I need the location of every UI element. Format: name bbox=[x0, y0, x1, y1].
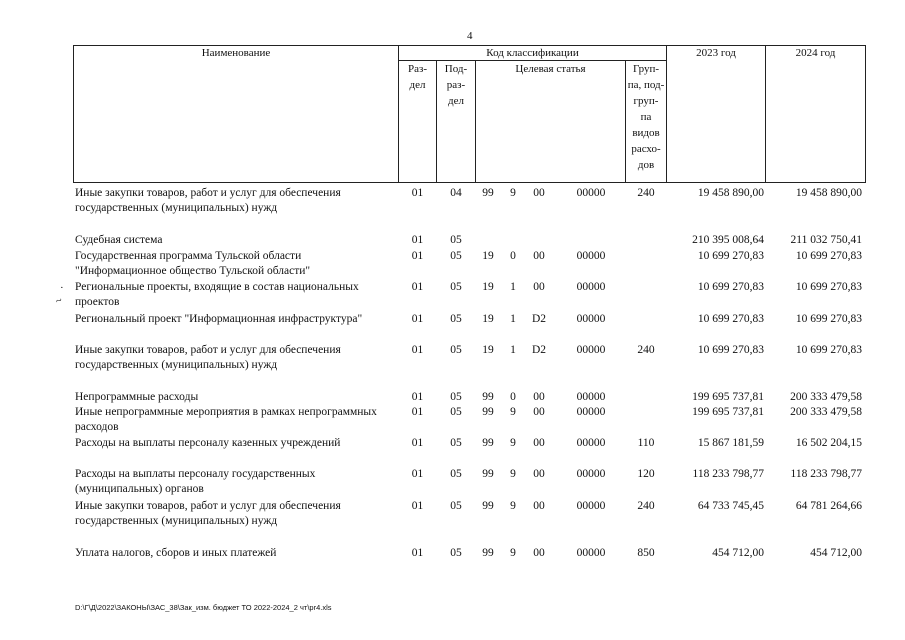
row-target-program: 99 bbox=[482, 391, 494, 403]
row-target-event: 00 bbox=[533, 547, 545, 559]
row-podrazdel: 05 bbox=[450, 437, 462, 449]
row-name: Иные закупки товаров, работ и услуг для обеспечения государственных (муниципальных) нужд bbox=[75, 187, 341, 214]
row-expense-type: 240 bbox=[637, 344, 655, 356]
row-name: Иные закупки товаров, работ и услуг для обеспечения государственных (муниципальных) нужд bbox=[75, 500, 341, 527]
row-target-event: 00 bbox=[533, 281, 545, 293]
row-podrazdel: 05 bbox=[450, 344, 462, 356]
row-value-2024: 118 233 798,77 bbox=[790, 468, 862, 480]
row-target-event: 00 bbox=[533, 391, 545, 403]
row-target-subprogram: 1 bbox=[510, 313, 516, 325]
row-name: Расходы на выплаты персоналу государственных (муниципальных) органов bbox=[75, 468, 316, 495]
row-name: Непрограммные расходы bbox=[75, 391, 199, 403]
row-value-2024: 10 699 270,83 bbox=[795, 313, 862, 325]
row-razdel: 01 bbox=[411, 187, 424, 199]
row-value-2023: 454 712,00 bbox=[712, 547, 764, 559]
row-podrazdel: 05 bbox=[450, 406, 462, 418]
row-target-program: 99 bbox=[482, 547, 494, 559]
row-razdel: 01 bbox=[411, 468, 424, 480]
row-target-event: 00 bbox=[533, 500, 545, 512]
row-expense-type: 240 bbox=[637, 500, 655, 512]
row-target-direction: 00000 bbox=[576, 187, 606, 199]
row-name: Региональные проекты, входящие в состав национальных проектов bbox=[75, 281, 359, 308]
row-target-direction: 00000 bbox=[576, 281, 606, 293]
row-name: Судебная система bbox=[75, 234, 163, 246]
row-name: Иные закупки товаров, работ и услуг для обеспечения государственных (муниципальных) нужд bbox=[75, 344, 341, 371]
row-target-program: 19 bbox=[482, 313, 494, 325]
pen-mark-dot: · bbox=[60, 282, 64, 294]
row-value-2024: 200 333 479,58 bbox=[790, 391, 862, 403]
row-target-direction: 00000 bbox=[576, 406, 606, 418]
header-target-cell bbox=[475, 60, 626, 183]
row-name: Расходы на выплаты персоналу казенных учреждений bbox=[75, 437, 341, 449]
row-name: Уплата налогов, сборов и иных платежей bbox=[75, 547, 277, 559]
row-value-2024: 200 333 479,58 bbox=[790, 406, 862, 418]
row-target-subprogram: 1 bbox=[510, 344, 516, 356]
pen-mark-tick: ~ bbox=[54, 294, 64, 308]
row-name: Иные непрограммные мероприятия в рамках непрограммных расходов bbox=[75, 406, 377, 433]
row-value-2024: 10 699 270,83 bbox=[795, 281, 862, 293]
row-target-direction: 00000 bbox=[576, 547, 606, 559]
row-value-2023: 10 699 270,83 bbox=[697, 281, 764, 293]
row-target-subprogram: 9 bbox=[510, 406, 516, 418]
row-value-2023: 199 695 737,81 bbox=[692, 391, 764, 403]
row-value-2023: 118 233 798,77 bbox=[692, 468, 764, 480]
row-target-direction: 00000 bbox=[576, 437, 606, 449]
row-name: Государственная программа Тульской области "Информационное общество Тульской области" bbox=[75, 250, 311, 277]
row-value-2024: 454 712,00 bbox=[810, 547, 862, 559]
file-path-footer: D:\Г\Д\2022\ЗАКОНЫ\ЗАС_38\Зак_изм. бюджет ТО 2022-2024_2 чт\pr4.xls bbox=[75, 603, 332, 612]
row-target-program: 19 bbox=[482, 344, 494, 356]
page-number: 4 bbox=[467, 30, 473, 42]
row-expense-type: 240 bbox=[637, 187, 655, 199]
row-value-2024: 211 032 750,41 bbox=[790, 234, 862, 246]
row-value-2024: 16 502 204,15 bbox=[795, 437, 862, 449]
row-target-subprogram: 0 bbox=[510, 391, 516, 403]
row-target-subprogram: 9 bbox=[510, 547, 516, 559]
header-name: Наименование bbox=[201, 47, 271, 59]
row-target-subprogram: 9 bbox=[510, 187, 516, 199]
header-target: Целевая статья bbox=[515, 63, 586, 75]
header-subsection: Под- раз- дел bbox=[444, 63, 468, 107]
row-target-subprogram: 9 bbox=[510, 500, 516, 512]
row-podrazdel: 05 bbox=[450, 281, 462, 293]
row-value-2023: 10 699 270,83 bbox=[697, 250, 764, 262]
row-razdel: 01 bbox=[411, 547, 424, 559]
header-2023-cell bbox=[666, 45, 766, 183]
row-razdel: 01 bbox=[411, 344, 424, 356]
row-razdel: 01 bbox=[411, 234, 424, 246]
row-target-subprogram: 9 bbox=[510, 468, 516, 480]
row-razdel: 01 bbox=[411, 437, 424, 449]
row-value-2023: 10 699 270,83 bbox=[697, 313, 764, 325]
row-podrazdel: 05 bbox=[450, 234, 462, 246]
row-razdel: 01 bbox=[411, 500, 424, 512]
row-value-2024: 10 699 270,83 bbox=[795, 250, 862, 262]
row-target-event: 00 bbox=[533, 250, 545, 262]
row-expense-type: 110 bbox=[637, 437, 655, 449]
row-value-2024: 19 458 890,00 bbox=[795, 187, 862, 199]
row-target-direction: 00000 bbox=[576, 313, 606, 325]
row-target-direction: 00000 bbox=[576, 500, 606, 512]
row-target-subprogram: 1 bbox=[510, 281, 516, 293]
row-podrazdel: 05 bbox=[450, 468, 462, 480]
row-podrazdel: 05 bbox=[450, 391, 462, 403]
row-razdel: 01 bbox=[411, 281, 424, 293]
row-podrazdel: 05 bbox=[450, 547, 462, 559]
row-target-event: D2 bbox=[531, 344, 547, 356]
row-value-2023: 10 699 270,83 bbox=[697, 344, 764, 356]
row-podrazdel: 04 bbox=[450, 187, 462, 199]
row-value-2023: 15 867 181,59 bbox=[697, 437, 764, 449]
header-code-group: Код классификации bbox=[486, 47, 579, 59]
row-razdel: 01 bbox=[411, 250, 424, 262]
row-value-2024: 64 781 264,66 bbox=[795, 500, 862, 512]
row-target-event: 00 bbox=[533, 406, 545, 418]
header-name-cell bbox=[73, 45, 399, 183]
header-2023: 2023 год bbox=[696, 47, 736, 59]
row-target-subprogram: 0 bbox=[510, 250, 516, 262]
row-value-2023: 19 458 890,00 bbox=[697, 187, 764, 199]
row-target-direction: 00000 bbox=[576, 468, 606, 480]
header-2024: 2024 год bbox=[795, 47, 836, 59]
row-razdel: 01 bbox=[411, 406, 424, 418]
row-podrazdel: 05 bbox=[450, 500, 462, 512]
row-podrazdel: 05 bbox=[450, 313, 462, 325]
row-value-2023: 64 733 745,45 bbox=[697, 500, 764, 512]
row-expense-type: 850 bbox=[637, 547, 655, 559]
header-section: Раз- дел bbox=[407, 63, 427, 91]
row-expense-type: 120 bbox=[637, 468, 655, 480]
row-target-direction: 00000 bbox=[576, 250, 606, 262]
row-podrazdel: 05 bbox=[450, 250, 462, 262]
header-group: Груп- па, под- груп- па видов расхо- дов bbox=[627, 63, 665, 171]
row-value-2023: 210 395 008,64 bbox=[692, 234, 764, 246]
row-target-program: 99 bbox=[482, 406, 494, 418]
row-razdel: 01 bbox=[411, 391, 424, 403]
row-target-subprogram: 9 bbox=[510, 437, 516, 449]
row-target-direction: 00000 bbox=[576, 344, 606, 356]
row-target-program: 19 bbox=[482, 250, 494, 262]
row-razdel: 01 bbox=[411, 313, 424, 325]
header-2024-cell bbox=[765, 45, 866, 183]
row-target-program: 99 bbox=[482, 187, 494, 199]
row-target-program: 99 bbox=[482, 437, 494, 449]
row-target-direction: 00000 bbox=[576, 391, 606, 403]
row-target-program: 99 bbox=[482, 468, 494, 480]
row-target-event: D2 bbox=[531, 313, 547, 325]
row-target-event: 00 bbox=[533, 468, 545, 480]
row-value-2023: 199 695 737,81 bbox=[692, 406, 764, 418]
row-target-event: 00 bbox=[533, 437, 545, 449]
row-name: Региональный проект "Информационная инфраструктура" bbox=[75, 313, 363, 325]
row-value-2024: 10 699 270,83 bbox=[795, 344, 862, 356]
row-target-program: 19 bbox=[482, 281, 494, 293]
row-target-event: 00 bbox=[533, 187, 545, 199]
row-target-program: 99 bbox=[482, 500, 494, 512]
